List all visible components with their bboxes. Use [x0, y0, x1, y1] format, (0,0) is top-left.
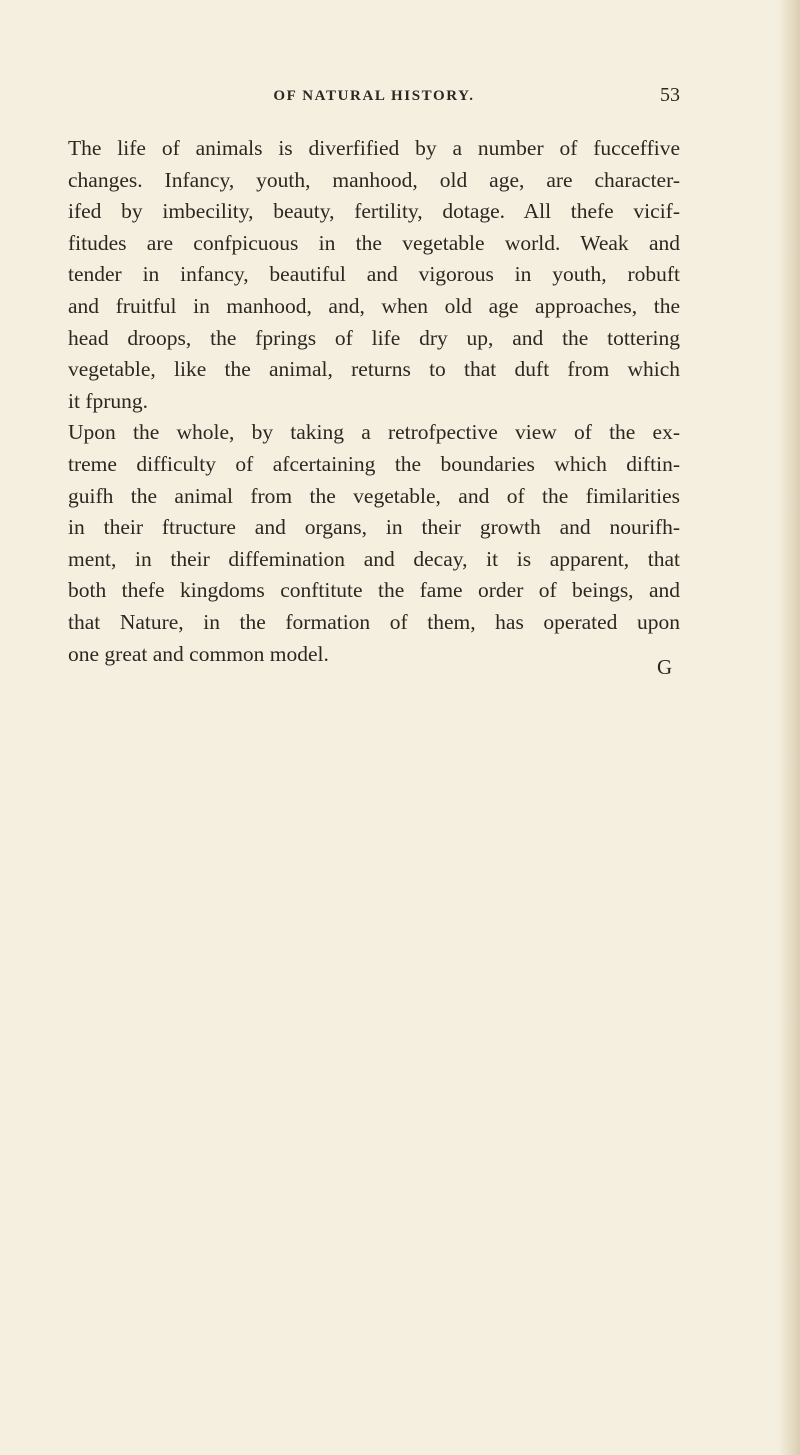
text-line: treme difficulty of afcertaining the boundaries which diftin- [68, 451, 680, 476]
text-line: changes. Infancy, youth, manhood, old age, are character- [68, 167, 680, 192]
text-line: Upon the whole, by taking a retrofpective view of the ex- [68, 420, 680, 445]
text-line: both thefe kingdoms conftitute the fame order of beings, and [68, 578, 680, 603]
text-line: in their ftructure and organs, in their growth and nourifh- [68, 515, 680, 540]
text-line: fitudes are confpicuous in the vegetable world. Weak and [68, 230, 680, 255]
body-text [68, 133, 680, 670]
text-line: ment, in their diffemination and decay, it is apparent, that [68, 546, 680, 571]
page-edge-shadow [778, 0, 800, 1455]
text-line: one great and common model. [68, 641, 329, 666]
running-head [68, 86, 680, 116]
page-number: 53 [660, 84, 680, 106]
text-line: The life of animals is diverfified by a number of fucceffive [68, 136, 680, 160]
signature-mark: G [657, 655, 673, 679]
text-line: tender in infancy, beautiful and vigorous in youth, robuft [68, 262, 680, 287]
text-line: ifed by imbecility, beauty, fertility, dotage. All thefe vicif- [68, 199, 680, 224]
text-line: that Nature, in the formation of them, has operated upon [68, 609, 680, 634]
text-line: and fruitful in manhood, and, when old age approaches, the [68, 293, 680, 318]
text-line: guifh the animal from the vegetable, and of the fimilarities [68, 483, 680, 508]
text-line: head droops, the fprings of life dry up, and the tottering [68, 325, 680, 350]
text-line: it fprung. [68, 388, 149, 413]
text-line: vegetable, like the animal, returns to that duft from which [68, 357, 680, 382]
running-head-title: OF NATURAL HISTORY. [273, 88, 475, 104]
